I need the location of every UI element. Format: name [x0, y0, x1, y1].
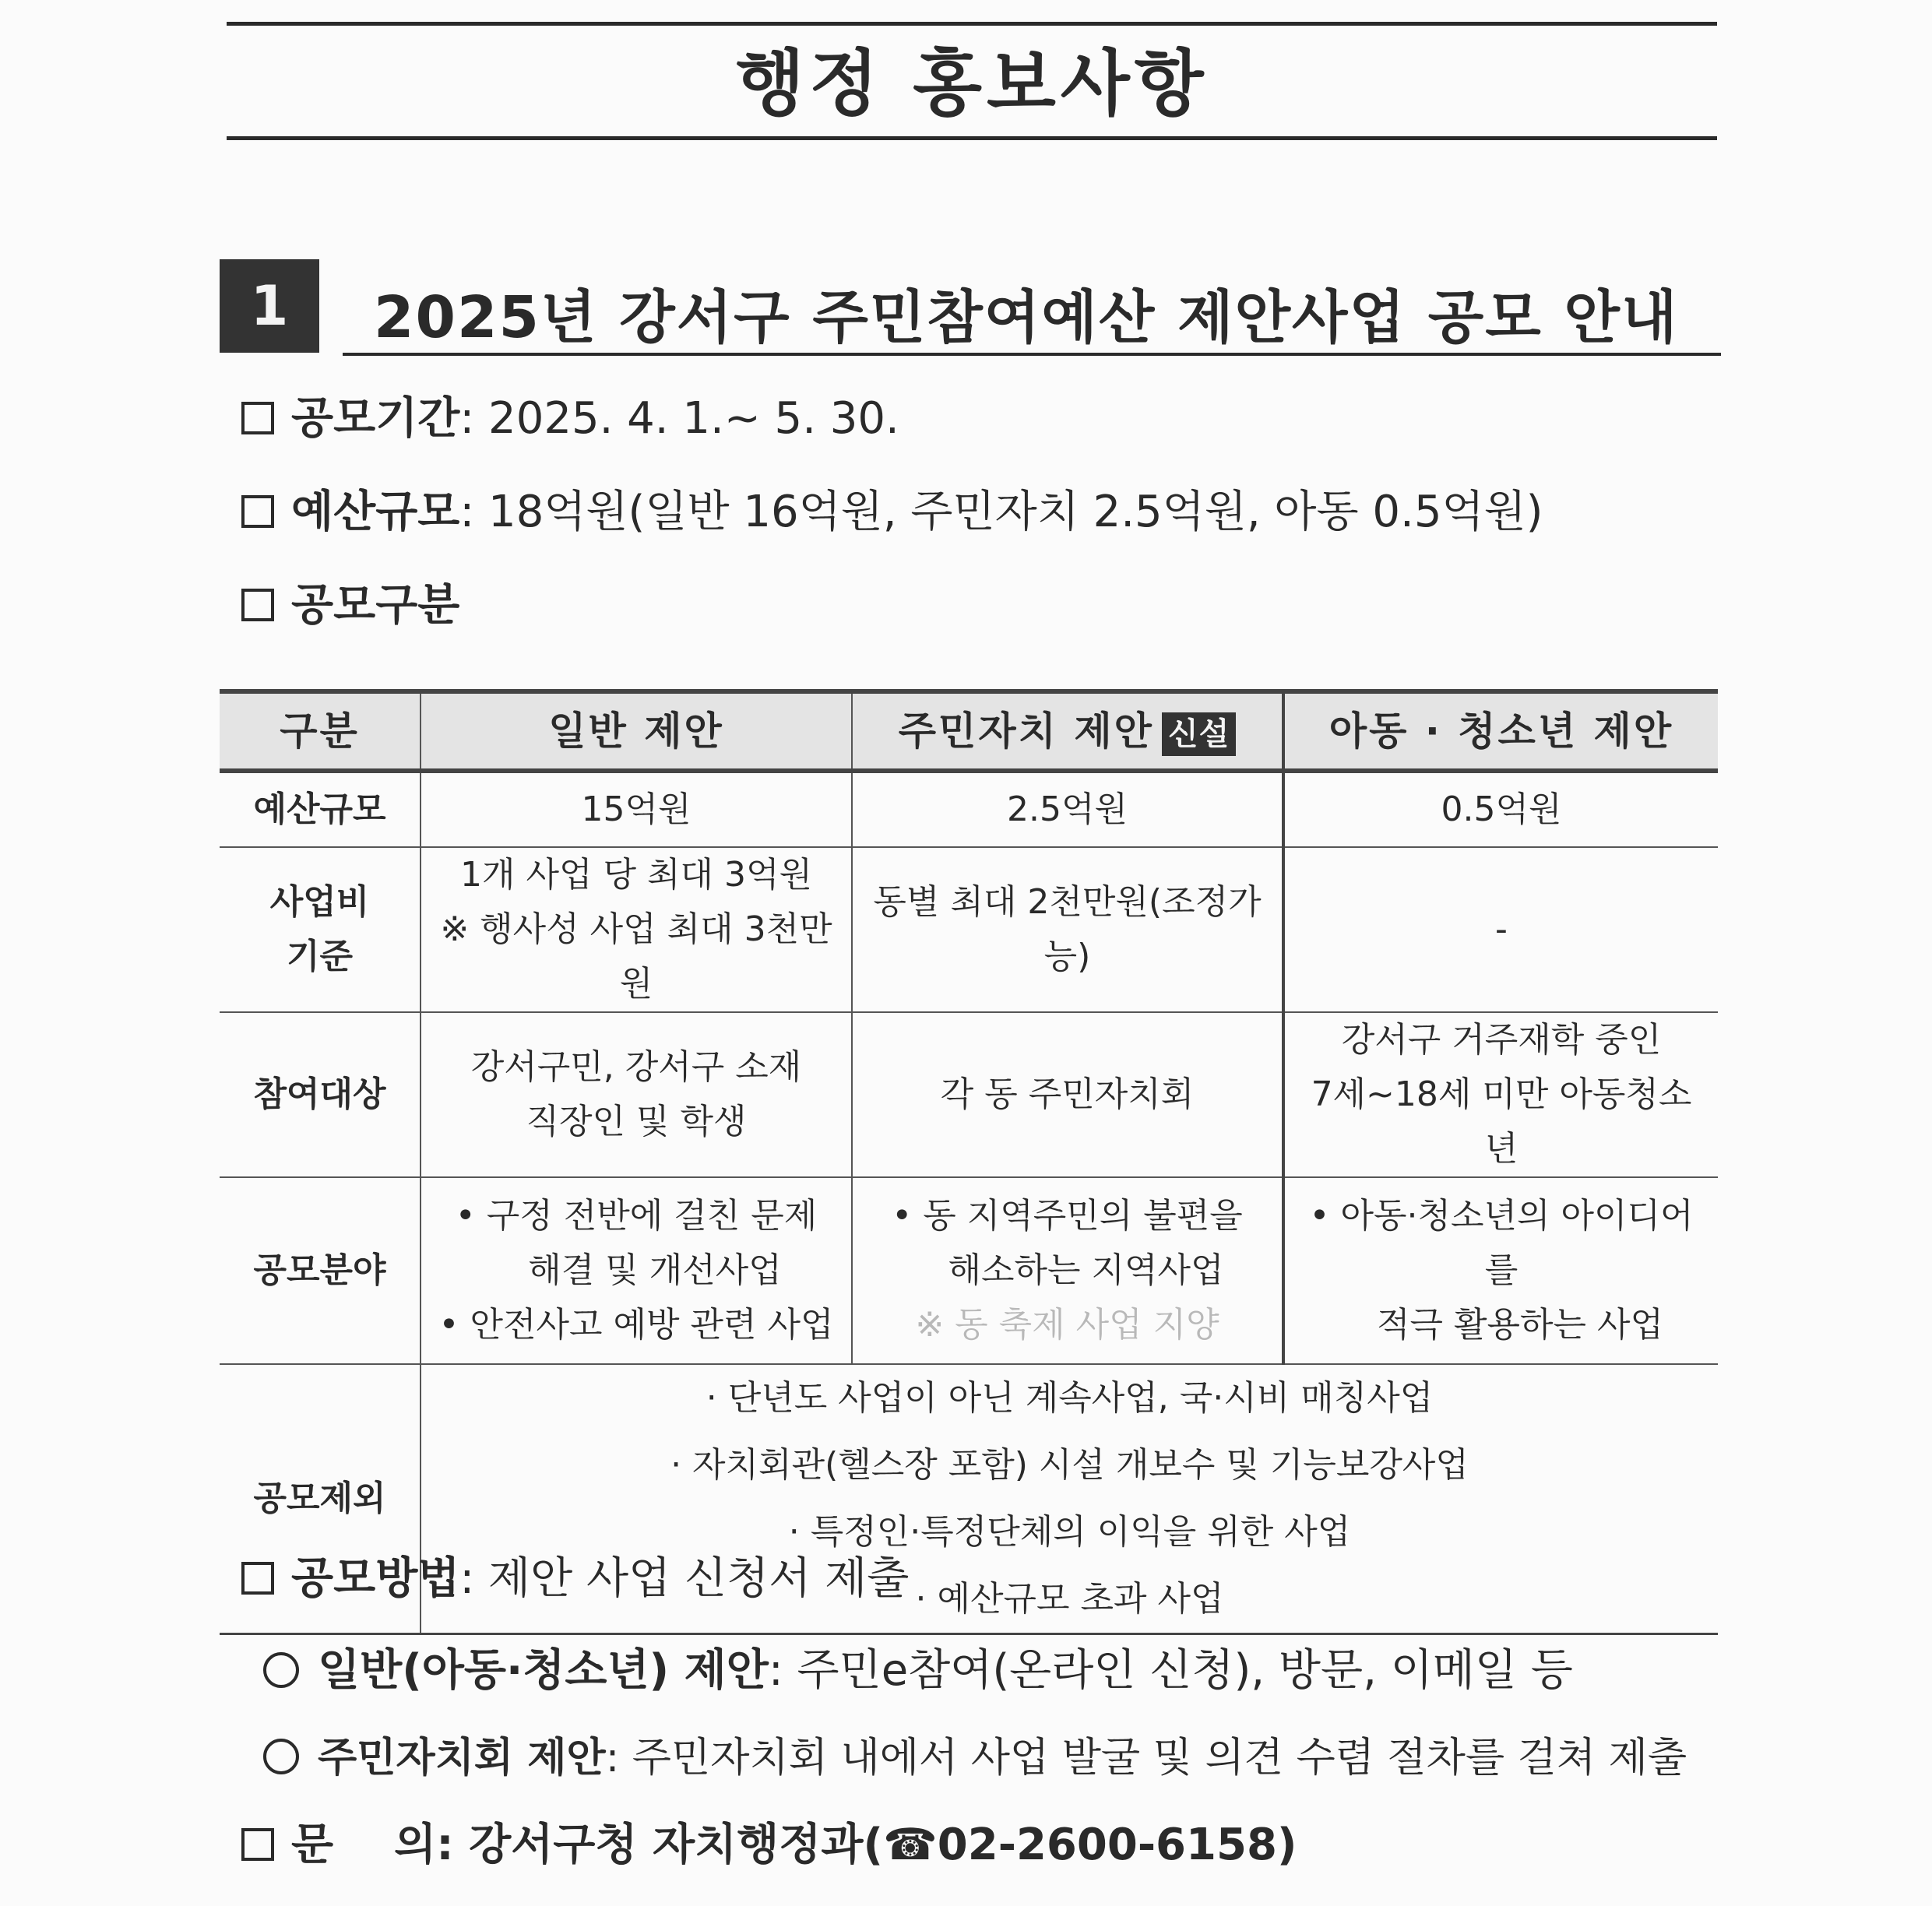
cell-cost-youth: -: [1283, 847, 1718, 1012]
row-label-exclude: 공모제외: [220, 1364, 421, 1634]
header-youth: 아동 · 청소년 제안: [1283, 691, 1718, 771]
new-badge: 신설: [1162, 712, 1236, 756]
table-header-row: [220, 691, 1718, 771]
field-resident-item1-line1: • 동 지역주민의 불편을: [892, 1196, 1243, 1236]
exclude-item: · 예산규모 초과 사업: [915, 1579, 1224, 1619]
method-line: [241, 1549, 909, 1609]
row-label-cost: [220, 847, 421, 1012]
category-table: [220, 689, 1718, 1635]
checkbox-square-icon: [241, 402, 274, 434]
section-title-text: 2025년 강서구 주민참여예산 제안사업 공모 안내: [374, 284, 1679, 351]
cell-field-resident: [852, 1177, 1283, 1364]
table-row: [220, 1177, 1718, 1364]
method-general-value: : 주민e참여(온라인 신청), 방문, 이메일 등: [768, 1645, 1573, 1696]
section-title: [343, 261, 1721, 356]
category-line: [241, 576, 459, 635]
header-general: 일반 제안: [421, 691, 852, 771]
method-resident-value: : 주민자치회 내에서 사업 발굴 및 의견 수렴 절차를 걸쳐 제출: [605, 1735, 1687, 1781]
checkbox-square-icon: [241, 1562, 274, 1595]
table-row: [220, 847, 1718, 1012]
exclude-item: · 단년도 사업이 아닌 계속사업, 국·시비 매칭사업: [706, 1378, 1434, 1418]
checkbox-square-icon: [241, 1828, 274, 1861]
cell-target-youth-line1: 강서구 거주재학 중인: [1341, 1020, 1662, 1060]
cell-target-youth-line2: 7세~18세 미만 아동청소년: [1311, 1074, 1692, 1169]
category-label: 공모구분: [291, 580, 460, 631]
exclude-item: · 특정인·특정단체의 이익을 위한 사업: [788, 1512, 1351, 1552]
budget-line: [241, 483, 1543, 542]
section-number-badge: 1: [220, 259, 319, 353]
period-label: 공모기간: [291, 393, 460, 444]
field-general-item1-line1: • 구정 전반에 걸친 문제: [455, 1196, 818, 1236]
cell-budget-resident: 2.5억원: [852, 771, 1283, 847]
cell-budget-general: 15억원: [421, 771, 852, 847]
cell-field-youth: [1283, 1177, 1718, 1364]
contact-line: [241, 1816, 1297, 1875]
field-youth-item1-line1: • 아동·청소년의 아이디어를: [1309, 1196, 1694, 1290]
field-general-item1-line2: 해결 및 개선사업: [528, 1250, 782, 1290]
contact-label: 문 의: [291, 1820, 437, 1870]
row-label-field: 공모분야: [220, 1177, 421, 1364]
field-resident-item1-line2: 해소하는 지역사업: [948, 1250, 1224, 1290]
page-title: 행정 홍보사항: [735, 42, 1209, 125]
header-resident: [852, 691, 1283, 771]
cell-cost-general-line2: ※ 행사성 사업 최대 3천만원: [440, 909, 832, 1004]
period-value: : 2025. 4. 1.~ 5. 30.: [459, 393, 899, 444]
method-general-label: 일반(아동·청소년) 제안: [318, 1645, 769, 1696]
method-resident-line: [263, 1728, 1687, 1788]
cell-target-general: [421, 1012, 852, 1177]
cell-cost-general: [421, 847, 852, 1012]
checkbox-square-icon: [241, 589, 274, 621]
header-resident-text: 주민자치 제안: [898, 709, 1154, 754]
table-row: [220, 1012, 1718, 1177]
row-label-target: 참여대상: [220, 1012, 421, 1177]
field-youth-item1-line2: 적극 활용하는 사업: [1376, 1305, 1663, 1345]
period-line: [241, 389, 899, 448]
row-label-cost-line1: 사업비: [269, 882, 370, 922]
field-general-item2: • 안전사고 예방 관련 사업: [438, 1305, 834, 1345]
method-label: 공모방법: [291, 1553, 460, 1604]
budget-label: 예산규모: [291, 487, 460, 537]
cell-cost-general-line1: 1개 사업 당 최대 3억원: [460, 855, 812, 895]
exclude-item: · 자치회관(헬스장 포함) 시설 개보수 및 기능보강사업: [670, 1445, 1469, 1485]
header-category: 구분: [220, 691, 421, 771]
cell-target-resident: 각 동 주민자치회: [852, 1012, 1283, 1177]
field-resident-note: ※ 동 축제 사업 지양: [915, 1305, 1219, 1345]
method-general-line: [263, 1641, 1573, 1700]
contact-value: : 강서구청 자치행정과(☎02-2600-6158): [436, 1820, 1297, 1870]
page-header: [227, 22, 1717, 140]
cell-field-general: [421, 1177, 852, 1364]
cell-budget-youth: 0.5억원: [1283, 771, 1718, 847]
checkbox-square-icon: [241, 495, 274, 528]
cell-target-youth: [1283, 1012, 1718, 1177]
cell-target-general-line2: 직장인 및 학생: [526, 1102, 747, 1141]
circle-bullet-icon: [263, 1739, 299, 1774]
budget-value: : 18억원(일반 16억원, 주민자치 2.5억원, 아동 0.5억원): [459, 487, 1543, 537]
cell-target-general-line1: 강서구민, 강서구 소재: [470, 1047, 802, 1087]
circle-bullet-icon: [263, 1652, 299, 1688]
row-label-budget: 예산규모: [220, 771, 421, 847]
method-resident-label: 주민자치회 제안: [318, 1735, 606, 1781]
row-label-cost-line2: 기준: [286, 937, 353, 976]
cell-cost-resident: 동별 최대 2천만원(조정가능): [852, 847, 1283, 1012]
table-row: [220, 771, 1718, 847]
method-value: : 제안 사업 신청서 제출: [459, 1553, 910, 1604]
